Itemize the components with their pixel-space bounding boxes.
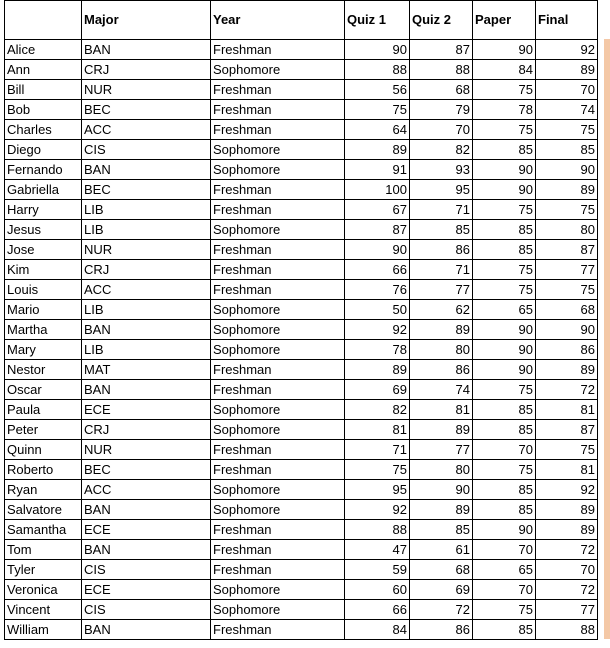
cell-final[interactable]: 68 [536,300,598,320]
cell-major[interactable]: BAN [82,40,211,60]
cell-quiz2[interactable]: 80 [410,340,473,360]
cell-quiz2[interactable]: 89 [410,500,473,520]
spreadsheet-grid[interactable] [4,0,598,640]
cell-quiz2[interactable]: 86 [410,620,473,640]
cell-paper[interactable]: 90 [473,520,536,540]
cell-quiz2[interactable]: 85 [410,220,473,240]
cell-quiz2[interactable]: 71 [410,260,473,280]
cell-name[interactable]: Harry [5,200,82,220]
cell-paper[interactable]: 90 [473,40,536,60]
cell-paper[interactable]: 85 [473,400,536,420]
cell-paper[interactable]: 90 [473,160,536,180]
cell-quiz1[interactable]: 67 [345,200,410,220]
cell-quiz2[interactable]: 62 [410,300,473,320]
cell-final[interactable]: 72 [536,380,598,400]
table-row [5,480,598,500]
cell-quiz1[interactable]: 90 [345,40,410,60]
cell-paper[interactable]: 75 [473,280,536,300]
cell-final[interactable]: 86 [536,340,598,360]
cell-quiz1[interactable]: 84 [345,620,410,640]
cell-final[interactable]: 92 [536,40,598,60]
cell-final[interactable]: 75 [536,200,598,220]
cell-name[interactable]: Vincent [5,600,82,620]
table-row [5,320,598,340]
cell-quiz1[interactable]: 92 [345,320,410,340]
cell-quiz1[interactable]: 95 [345,480,410,500]
cell-major[interactable]: NUR [82,440,211,460]
cell-name[interactable]: Quinn [5,440,82,460]
cell-name[interactable]: Salvatore [5,500,82,520]
cell-name[interactable]: Alice [5,40,82,60]
cell-quiz1[interactable]: 82 [345,400,410,420]
cell-major[interactable]: ECE [82,400,211,420]
cell-major[interactable]: BAN [82,500,211,520]
cell-final[interactable]: 77 [536,600,598,620]
cell-quiz2[interactable]: 61 [410,540,473,560]
cell-quiz2[interactable]: 85 [410,520,473,540]
cell-year[interactable]: Freshman [211,460,345,480]
cell-year[interactable]: Freshman [211,560,345,580]
cell-paper[interactable]: 75 [473,380,536,400]
cell-quiz1[interactable]: 92 [345,500,410,520]
cell-major[interactable]: ACC [82,280,211,300]
cell-paper[interactable]: 90 [473,360,536,380]
table-row [5,120,598,140]
cell-final[interactable]: 89 [536,520,598,540]
cell-quiz1[interactable]: 50 [345,300,410,320]
cell-name[interactable]: Louis [5,280,82,300]
cell-major[interactable]: CIS [82,140,211,160]
cell-quiz2[interactable]: 81 [410,400,473,420]
cell-major[interactable]: ECE [82,520,211,540]
cell-year[interactable]: Freshman [211,40,345,60]
header-cell-paper[interactable]: Paper [473,1,536,40]
cell-year[interactable]: Sophomore [211,580,345,600]
cell-quiz2[interactable]: 77 [410,280,473,300]
cell-name[interactable]: Bob [5,100,82,120]
cell-major[interactable]: CRJ [82,420,211,440]
cell-name[interactable]: Diego [5,140,82,160]
cell-year[interactable]: Sophomore [211,400,345,420]
cell-year[interactable]: Freshman [211,380,345,400]
cell-name[interactable]: Kim [5,260,82,280]
cell-major[interactable]: BAN [82,620,211,640]
cell-major[interactable]: BEC [82,460,211,480]
cell-quiz1[interactable]: 91 [345,160,410,180]
cell-quiz2[interactable]: 89 [410,420,473,440]
cell-paper[interactable]: 75 [473,80,536,100]
cell-final[interactable]: 92 [536,480,598,500]
cell-name[interactable]: Jesus [5,220,82,240]
table-row [5,160,598,180]
cell-quiz1[interactable]: 47 [345,540,410,560]
table-row [5,60,598,80]
cell-year[interactable]: Freshman [211,80,345,100]
cell-major[interactable]: LIB [82,220,211,240]
cell-quiz2[interactable]: 72 [410,600,473,620]
cell-final[interactable]: 70 [536,560,598,580]
cell-year[interactable]: Freshman [211,240,345,260]
cell-paper[interactable]: 85 [473,220,536,240]
cell-major[interactable]: BAN [82,320,211,340]
cell-final[interactable]: 80 [536,220,598,240]
cell-final[interactable]: 89 [536,500,598,520]
cell-name[interactable]: Peter [5,420,82,440]
header-row [5,1,598,40]
cell-final[interactable]: 85 [536,140,598,160]
cell-quiz2[interactable]: 80 [410,460,473,480]
cell-quiz2[interactable]: 82 [410,140,473,160]
cell-quiz2[interactable]: 89 [410,320,473,340]
cell-paper[interactable]: 70 [473,440,536,460]
cell-name[interactable]: Ryan [5,480,82,500]
cell-major[interactable]: CRJ [82,260,211,280]
header-cell-quiz1[interactable]: Quiz 1 [345,1,410,40]
cell-quiz2[interactable]: 68 [410,80,473,100]
header-cell-final[interactable]: Final [536,1,598,40]
cell-paper[interactable]: 85 [473,480,536,500]
header-cell-major[interactable]: Major [82,1,211,40]
cell-paper[interactable]: 90 [473,340,536,360]
cell-major[interactable]: CRJ [82,60,211,80]
table-row [5,340,598,360]
cell-paper[interactable]: 75 [473,260,536,280]
header-cell-year[interactable]: Year [211,1,345,40]
cell-year[interactable]: Sophomore [211,300,345,320]
cell-paper[interactable]: 75 [473,200,536,220]
cell-name[interactable]: Roberto [5,460,82,480]
table-row [5,400,598,420]
cell-major[interactable]: BEC [82,100,211,120]
cell-final[interactable]: 81 [536,460,598,480]
cell-quiz2[interactable]: 69 [410,580,473,600]
cell-major[interactable]: LIB [82,200,211,220]
cell-major[interactable]: BAN [82,160,211,180]
cell-quiz2[interactable]: 86 [410,360,473,380]
cell-quiz1[interactable]: 100 [345,180,410,200]
cell-quiz1[interactable]: 69 [345,380,410,400]
cell-final[interactable]: 89 [536,180,598,200]
cell-major[interactable]: LIB [82,300,211,320]
cell-final[interactable]: 90 [536,160,598,180]
table-row [5,600,598,620]
cell-final[interactable]: 75 [536,280,598,300]
cell-name[interactable]: Tom [5,540,82,560]
cell-year[interactable]: Sophomore [211,500,345,520]
cell-major[interactable]: CIS [82,560,211,580]
cell-final[interactable]: 70 [536,80,598,100]
cell-major[interactable]: ACC [82,120,211,140]
cell-name[interactable]: Jose [5,240,82,260]
cell-year[interactable]: Freshman [211,280,345,300]
cell-quiz2[interactable]: 95 [410,180,473,200]
cell-paper[interactable]: 85 [473,240,536,260]
table-row [5,520,598,540]
table-row [5,300,598,320]
cell-name[interactable]: Veronica [5,580,82,600]
cell-final[interactable]: 87 [536,240,598,260]
table-row [5,40,598,60]
cell-paper[interactable]: 78 [473,100,536,120]
cell-major[interactable]: ECE [82,580,211,600]
cell-quiz1[interactable]: 75 [345,100,410,120]
cell-name[interactable]: Mario [5,300,82,320]
cell-final[interactable]: 72 [536,580,598,600]
adjacent-column-highlight [604,39,610,639]
cell-quiz1[interactable]: 88 [345,60,410,80]
cell-paper[interactable]: 70 [473,540,536,560]
cell-final[interactable]: 87 [536,420,598,440]
cell-year[interactable]: Freshman [211,100,345,120]
cell-quiz1[interactable]: 88 [345,520,410,540]
cell-name[interactable]: Oscar [5,380,82,400]
cell-quiz2[interactable]: 90 [410,480,473,500]
cell-quiz2[interactable]: 71 [410,200,473,220]
table-row [5,580,598,600]
cell-name[interactable]: Martha [5,320,82,340]
cell-name[interactable]: Fernando [5,160,82,180]
cell-year[interactable]: Sophomore [211,160,345,180]
table-row [5,280,598,300]
table-row [5,560,598,580]
table-row [5,540,598,560]
cell-year[interactable]: Freshman [211,360,345,380]
cell-final[interactable]: 74 [536,100,598,120]
cell-year[interactable]: Sophomore [211,140,345,160]
cell-name[interactable]: William [5,620,82,640]
cell-major[interactable]: ACC [82,480,211,500]
cell-quiz1[interactable]: 71 [345,440,410,460]
cell-major[interactable]: CIS [82,600,211,620]
cell-quiz2[interactable]: 88 [410,60,473,80]
cell-major[interactable]: BAN [82,380,211,400]
cell-final[interactable]: 88 [536,620,598,640]
cell-paper[interactable]: 84 [473,60,536,80]
cell-paper[interactable]: 65 [473,560,536,580]
table-row [5,260,598,280]
cell-final[interactable]: 75 [536,440,598,460]
cell-name[interactable]: Samantha [5,520,82,540]
cell-year[interactable]: Freshman [211,440,345,460]
cell-quiz1[interactable]: 90 [345,240,410,260]
table-row [5,380,598,400]
cell-final[interactable]: 90 [536,320,598,340]
cell-major[interactable]: BAN [82,540,211,560]
cell-year[interactable]: Sophomore [211,60,345,80]
cell-paper[interactable]: 85 [473,620,536,640]
table-row [5,500,598,520]
cell-quiz1[interactable]: 66 [345,260,410,280]
cell-year[interactable]: Freshman [211,540,345,560]
cell-year[interactable]: Freshman [211,520,345,540]
cell-paper[interactable]: 70 [473,580,536,600]
cell-quiz1[interactable]: 60 [345,580,410,600]
cell-quiz2[interactable]: 79 [410,100,473,120]
table-row [5,420,598,440]
cell-quiz2[interactable]: 74 [410,380,473,400]
cell-year[interactable]: Sophomore [211,340,345,360]
cell-year[interactable]: Sophomore [211,600,345,620]
cell-name[interactable]: Tyler [5,560,82,580]
cell-name[interactable]: Ann [5,60,82,80]
cell-name[interactable]: Nestor [5,360,82,380]
cell-paper[interactable]: 85 [473,420,536,440]
cell-final[interactable]: 81 [536,400,598,420]
cell-final[interactable]: 89 [536,360,598,380]
cell-quiz1[interactable]: 56 [345,80,410,100]
cell-paper[interactable]: 90 [473,320,536,340]
cell-major[interactable]: NUR [82,80,211,100]
cell-year[interactable]: Freshman [211,200,345,220]
cell-major[interactable]: LIB [82,340,211,360]
cell-quiz1[interactable]: 59 [345,560,410,580]
cell-year[interactable]: Sophomore [211,480,345,500]
table-row [5,140,598,160]
cell-paper[interactable]: 85 [473,140,536,160]
cell-major[interactable]: MAT [82,360,211,380]
cell-quiz1[interactable]: 78 [345,340,410,360]
table-row [5,220,598,240]
cell-quiz2[interactable]: 87 [410,40,473,60]
cell-quiz1[interactable]: 76 [345,280,410,300]
table-row [5,100,598,120]
cell-name[interactable]: Gabriella [5,180,82,200]
cell-quiz1[interactable]: 64 [345,120,410,140]
cell-name[interactable]: Bill [5,80,82,100]
cell-paper[interactable]: 75 [473,600,536,620]
table-row [5,620,598,640]
cell-paper[interactable]: 65 [473,300,536,320]
cell-final[interactable]: 77 [536,260,598,280]
header-cell-quiz2[interactable]: Quiz 2 [410,1,473,40]
cell-quiz1[interactable]: 87 [345,220,410,240]
table-row [5,240,598,260]
table-row [5,80,598,100]
cell-quiz1[interactable]: 75 [345,460,410,480]
cell-major[interactable]: BEC [82,180,211,200]
cell-year[interactable]: Sophomore [211,220,345,240]
cell-quiz1[interactable]: 81 [345,420,410,440]
cell-paper[interactable]: 75 [473,120,536,140]
cell-final[interactable]: 72 [536,540,598,560]
table-row [5,460,598,480]
cell-quiz2[interactable]: 93 [410,160,473,180]
cell-quiz2[interactable]: 77 [410,440,473,460]
cell-year[interactable]: Freshman [211,180,345,200]
table-row [5,180,598,200]
cell-quiz2[interactable]: 68 [410,560,473,580]
table-row [5,200,598,220]
cell-quiz2[interactable]: 86 [410,240,473,260]
table-row [5,440,598,460]
cell-quiz1[interactable]: 66 [345,600,410,620]
cell-quiz1[interactable]: 89 [345,140,410,160]
cell-paper[interactable]: 90 [473,180,536,200]
cell-major[interactable]: NUR [82,240,211,260]
header-cell-name[interactable] [5,1,82,40]
cell-paper[interactable]: 75 [473,460,536,480]
cell-final[interactable]: 75 [536,120,598,140]
cell-year[interactable]: Freshman [211,120,345,140]
cell-year[interactable]: Sophomore [211,320,345,340]
cell-name[interactable]: Mary [5,340,82,360]
cell-year[interactable]: Freshman [211,260,345,280]
cell-year[interactable]: Freshman [211,620,345,640]
table-row [5,360,598,380]
cell-quiz2[interactable]: 70 [410,120,473,140]
cell-final[interactable]: 89 [536,60,598,80]
cell-quiz1[interactable]: 89 [345,360,410,380]
cell-name[interactable]: Paula [5,400,82,420]
cell-name[interactable]: Charles [5,120,82,140]
cell-paper[interactable]: 85 [473,500,536,520]
cell-year[interactable]: Sophomore [211,420,345,440]
